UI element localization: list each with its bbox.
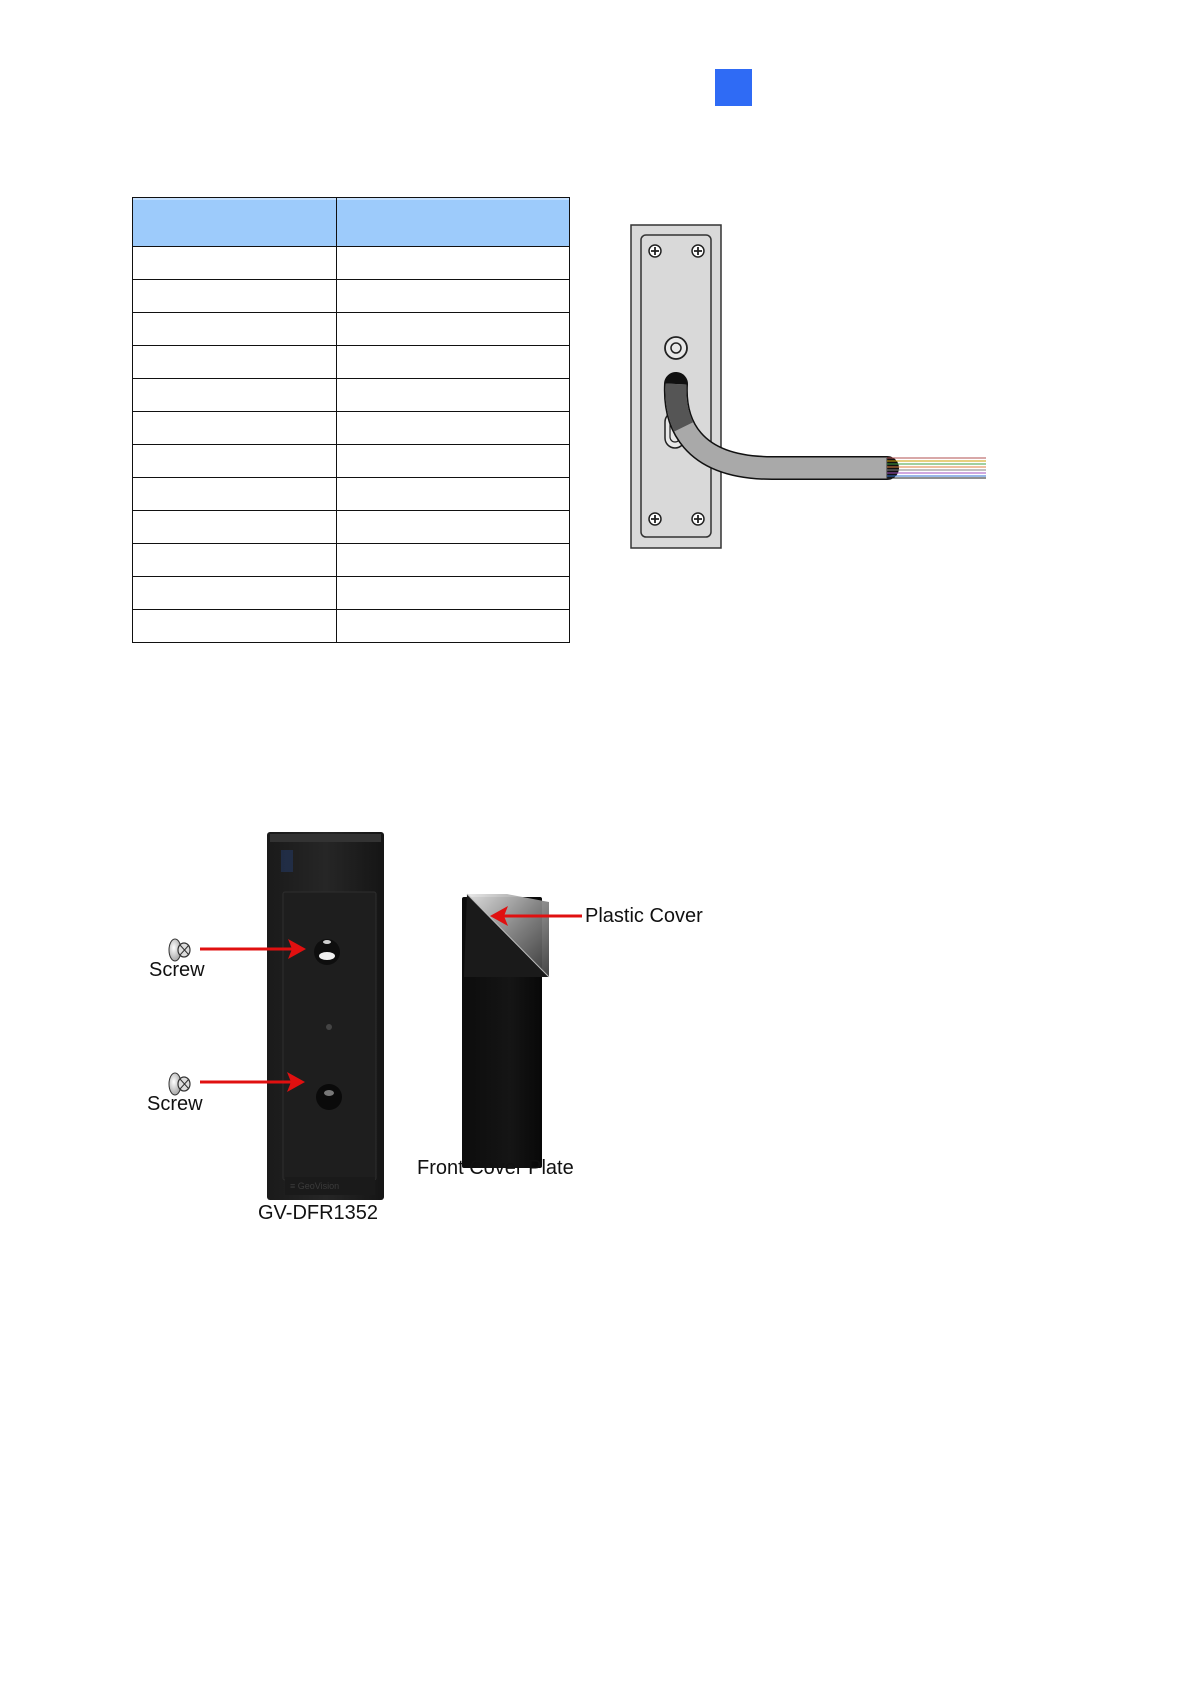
table-cell [337,412,570,445]
table-row [133,346,570,379]
page-section-marker [715,69,752,106]
table-cell [337,511,570,544]
table-row [133,478,570,511]
table-cell [133,478,337,511]
front-cover-plate [462,894,549,1168]
table-header-cell [337,198,570,247]
table-cell [337,379,570,412]
screw-icon [169,1073,190,1095]
table-row [133,511,570,544]
table-cell [133,445,337,478]
table-cell [133,247,337,280]
arrow-icon [200,939,306,959]
table-row [133,313,570,346]
table-row [133,544,570,577]
table-cell [133,511,337,544]
model-label: GV-DFR1352 [258,1202,379,1224]
reader-backplate-diagram [630,222,990,552]
table-row [133,280,570,313]
table-cell [337,577,570,610]
table-header-cell [133,198,337,247]
screw-label: Screw [147,1093,203,1115]
table-cell [133,379,337,412]
table-row [133,577,570,610]
screw-icon [169,939,190,961]
table-cell [133,346,337,379]
table-cell [133,544,337,577]
table-header-row [133,198,570,247]
reader-body [267,832,384,1200]
screw-hole-icon [692,513,704,525]
reader-disassembly-photo [140,832,600,1242]
table-row [133,247,570,280]
mount-hole-icon [665,337,687,359]
arrow-icon [200,1072,305,1092]
table-cell [133,412,337,445]
wire-color-table [132,197,570,643]
table-cell [133,610,337,643]
table-cell [337,544,570,577]
table-cell [133,280,337,313]
screw-hole-icon [649,513,661,525]
table-cell [133,577,337,610]
table-cell [337,280,570,313]
svg-text:≡ GeoVision: ≡ GeoVision [290,1181,340,1191]
table-cell [337,346,570,379]
table-row [133,379,570,412]
table-row [133,610,570,643]
table-cell [337,478,570,511]
table-cell [337,247,570,280]
screw-hole-icon [649,245,661,257]
screw-label: Screw [149,959,205,981]
plastic-cover-label: Plastic Cover [585,905,703,927]
wire-bundle [887,458,986,478]
table-cell [337,313,570,346]
table-row [133,412,570,445]
front-cover-plate-label: Front Cover Plate [417,1157,574,1179]
table-cell [133,313,337,346]
table-row [133,445,570,478]
table-cell [337,610,570,643]
screw-hole-icon [692,245,704,257]
table-cell [337,445,570,478]
